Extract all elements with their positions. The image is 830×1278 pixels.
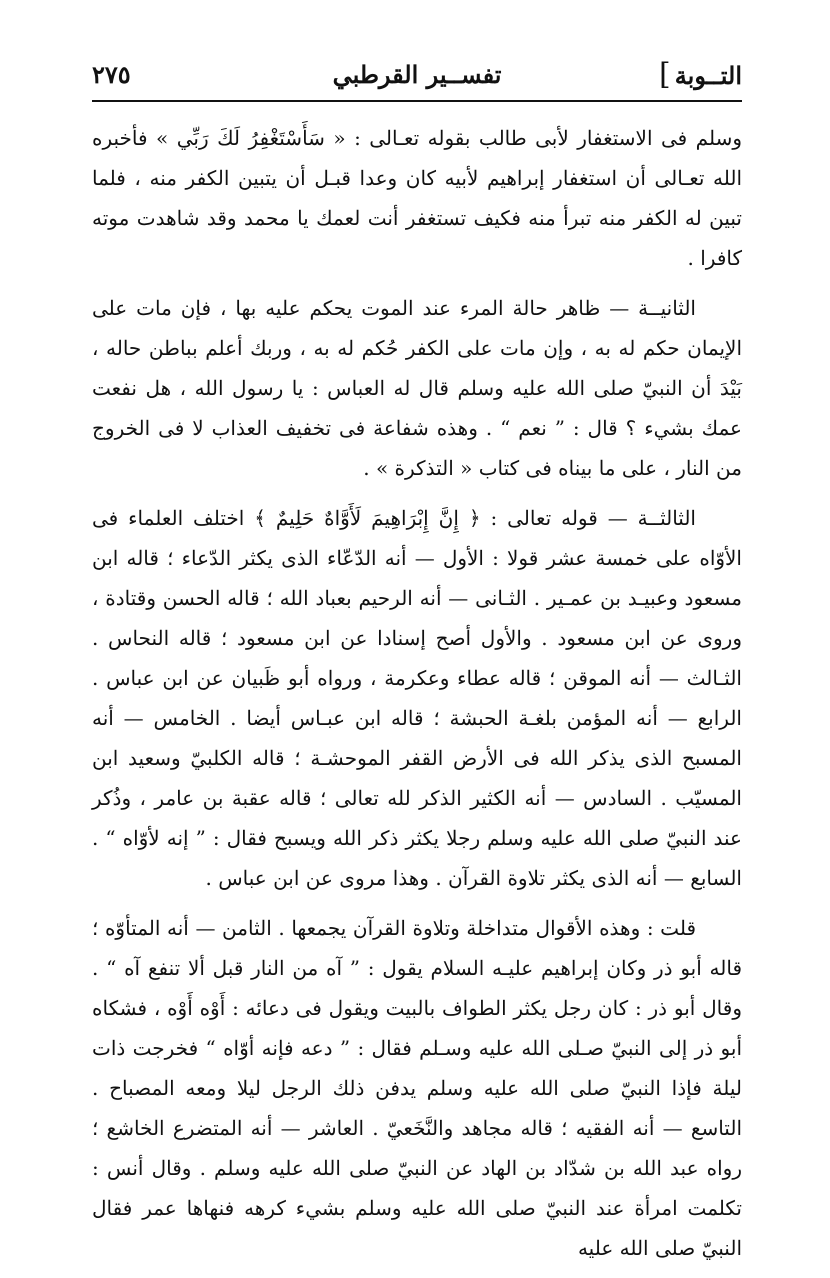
paragraph: الثانيــة — ظاهر حالة المرء عند الموت يحكم عليه بها ، فإن مات على الإيمان حكم له به ، وإن مات على الكفر حُكم له به ، وربك أعلم بباطن حاله ، بَيْدَ أن النبيّ صلى الله عليه وسلم قال له العباس : يا رسول الله ، هل نفعت عمك بشيء ؟ قال : ” نعم “ . وهذه شفاعة فى تخفيف العذاب لا فى الخروج من النار ، على ما بيناه فى كتاب « التذكرة » . xyxy=(92,296,743,480)
page-number: ٢٧٥ xyxy=(92,60,131,89)
chapter-name: التــوبة xyxy=(674,60,742,90)
paragraph: قلت : وهذه الأقوال متداخلة وتلاوة القرآن يجمعها . الثامن — أنه المتأوّه ؛ قاله أبو ذر وكان إبراهيم عليـه السلام يقول : ” آه من النار قبل ألا تنفع آه “ . وقال أبو ذر : كان رجل يكثر الطواف بالبيت ويقول فى دعائه : أَوْه أَوْه ، فشكاه أبو ذر إلى النبيّ صـلى الله عليه وسـلم فقال : ” دعه فإنه أوّاه “ فخرجت ذات ليلة فإذا النبيّ صلى الله عليه وسلم يدفن ذلك الرجل ليلا ومعه المصباح . التاسع — أنه الفقيه ؛ قاله مجاهد والنَّخَعيّ . العاشر — أنه المتضرع الخاشع ؛ رواه عبد الله بن شدّاد بن الهاد عن النبيّ صلى الله عليه وسلم . وقال أنس : تكلمت امرأة عند النبيّ صلى الله عليه وسلم بشيء كرهه فنهاها عمر فقال النبيّ صلى الله عليه xyxy=(92,916,742,1260)
paragraph: الثالثــة — قوله تعالى : ﴿ إِنَّ إِبْرَاهِيمَ لَأَوَّاهٌ حَلِيمٌ ﴾ اختلف العلماء فى الأوّاه على خمسة عشر قولا : الأول — أنه الدّعّاء الذى يكثر الدّعاء ؛ قاله ابن مسعود وعبيـد بن عمـير . الثـانى — أنه الرحيم بعباد الله ؛ قاله الحسن وقتادة ، وروى عن ابن مسعود . والأول أصح إسنادا عن ابن مسعود ؛ قاله النحاس . الثـالث — أنه الموقن ؛ قاله عطاء وعكرمة ، ورواه أبو ظَبيان عن ابن عباس . الرابع — أنه المؤمن بلغـة الحبشة ؛ قاله ابن عبـاس أيضا . الخامس — أنه المسبح الذى يذكر الله فى الأرض القفر الموحشـة ؛ قاله الكلبيّ وسعيد ابن المسيّب . السادس — أنه الكثير الذكر لله تعالى ؛ قاله عقبة بن عامر ، وذُكر عند النبيّ صلى الله عليه وسلم رجلا يكثر ذكر الله ويسبح فقال : ” إنه لأوّاه “ . السابع — أنه الذى يكثر تلاوة القرآن . وهذا مروى عن ابن عباس . xyxy=(92,506,742,890)
book-title: تفســير القرطبي xyxy=(332,60,502,89)
body-text xyxy=(92,118,742,1278)
chapter-bracket: ] xyxy=(659,57,671,92)
page-header xyxy=(92,48,742,102)
paragraph: وسلم فى الاستغفار لأبى طالب بقوله تعـالى : « سَأَسْتَغْفِرُ لَكَ رَبِّي » فأخبره الله تعـالى أن استغفار إبراهيم لأبيه كان وعدا قبـل أن يتبين الكفر منه ، فلما تبين له الكفر منه تبرأ منه فكيف تستغفر أنت لعمك يا محمد وقد شاهدت موته كافرا . xyxy=(92,126,742,270)
